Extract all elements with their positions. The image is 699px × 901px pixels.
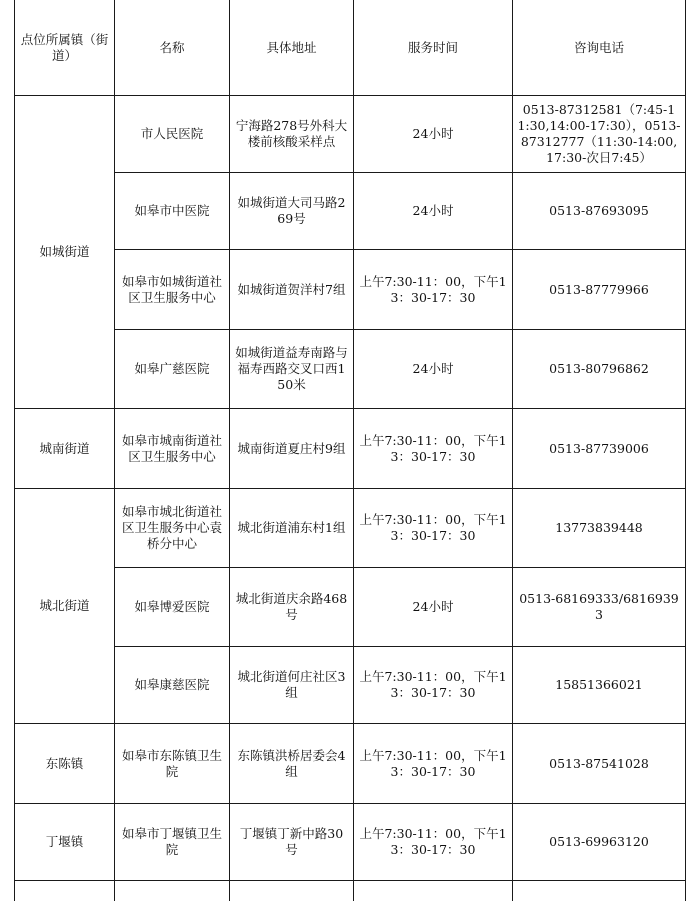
header-district: 点位所属镇（街道） xyxy=(15,0,115,96)
site-hours: 上午7:30-11：00，下午13：30-17：30 xyxy=(354,489,513,568)
district-cell: 城南街道 xyxy=(15,409,115,489)
site-hours: 上午7:30-11：00，下午13：30-17：30 xyxy=(354,647,513,724)
site-phone: 0513-69963120 xyxy=(513,804,686,881)
site-hours: 上午7:30-11：00，下午13：30-17：30 xyxy=(354,804,513,881)
site-hours: 24小时 xyxy=(354,96,513,173)
site-phone: 0513-87312581（7:45-11:30,14:00-17:30），0513-87312777（11:30-14:00,17:30-次日7:45） xyxy=(513,96,686,173)
district-cell: 丁堰镇 xyxy=(15,804,115,881)
table-row xyxy=(15,330,686,409)
site-name: 如皋广慈医院 xyxy=(115,330,230,409)
site-address: 城北街道浦东村1组 xyxy=(230,489,354,568)
table-row xyxy=(15,96,686,173)
table-row xyxy=(15,647,686,724)
district-cell: 城北街道 xyxy=(15,489,115,724)
site-phone: 0513-68169333/68169393 xyxy=(513,568,686,647)
table-row xyxy=(15,724,686,804)
site-hours: 24小时 xyxy=(354,330,513,409)
site-phone: 0513-87779966 xyxy=(513,250,686,330)
table-row xyxy=(15,409,686,489)
site-name: 如皋市丁堰镇卫生院 xyxy=(115,804,230,881)
table-cell xyxy=(15,881,115,901)
site-hours: 24小时 xyxy=(354,173,513,250)
site-hours: 24小时 xyxy=(354,568,513,647)
site-hours: 上午7:30-11：00，下午13：30-17：30 xyxy=(354,409,513,489)
site-phone: 13773839448 xyxy=(513,489,686,568)
site-name: 如皋市东陈镇卫生院 xyxy=(115,724,230,804)
site-name: 如皋市如城街道社区卫生服务中心 xyxy=(115,250,230,330)
site-phone: 0513-87693095 xyxy=(513,173,686,250)
site-address: 如城街道贺洋村7组 xyxy=(230,250,354,330)
table-row xyxy=(15,489,686,568)
testing-sites-table xyxy=(14,0,686,901)
site-address: 东陈镇洪桥居委会4组 xyxy=(230,724,354,804)
header-phone: 咨询电话 xyxy=(513,0,686,96)
site-hours: 上午7:30-11：00，下午13：30-17：30 xyxy=(354,250,513,330)
site-name: 如皋市城南街道社区卫生服务中心 xyxy=(115,409,230,489)
site-address: 城北街道庆余路468号 xyxy=(230,568,354,647)
table-row xyxy=(15,568,686,647)
table-cell xyxy=(513,881,686,901)
table-cell xyxy=(230,881,354,901)
site-name: 市人民医院 xyxy=(115,96,230,173)
header-hours: 服务时间 xyxy=(354,0,513,96)
site-hours: 上午7:30-11：00，下午13：30-17：30 xyxy=(354,724,513,804)
district-cell: 如城街道 xyxy=(15,96,115,409)
site-address: 城南街道夏庄村9组 xyxy=(230,409,354,489)
site-address: 宁海路278号外科大楼前核酸采样点 xyxy=(230,96,354,173)
header-address: 具体地址 xyxy=(230,0,354,96)
site-phone: 0513-87739006 xyxy=(513,409,686,489)
district-cell: 东陈镇 xyxy=(15,724,115,804)
site-name: 如皋市中医院 xyxy=(115,173,230,250)
site-address: 城北街道何庄社区3组 xyxy=(230,647,354,724)
table-cell xyxy=(354,881,513,901)
site-address: 如城街道益寿南路与福寿西路交叉口西150米 xyxy=(230,330,354,409)
site-name: 如皋博爱医院 xyxy=(115,568,230,647)
site-address: 丁堰镇丁新中路30号 xyxy=(230,804,354,881)
table-row xyxy=(15,804,686,881)
table-cell xyxy=(115,881,230,901)
site-phone: 0513-87541028 xyxy=(513,724,686,804)
header-name: 名称 xyxy=(115,0,230,96)
table-row xyxy=(15,173,686,250)
table-row xyxy=(15,881,686,901)
header-row xyxy=(15,0,686,96)
site-name: 如皋市城北街道社区卫生服务中心袁桥分中心 xyxy=(115,489,230,568)
table-row xyxy=(15,250,686,330)
site-phone: 0513-80796862 xyxy=(513,330,686,409)
site-name: 如皋康慈医院 xyxy=(115,647,230,724)
site-address: 如城街道大司马路269号 xyxy=(230,173,354,250)
site-phone: 15851366021 xyxy=(513,647,686,724)
